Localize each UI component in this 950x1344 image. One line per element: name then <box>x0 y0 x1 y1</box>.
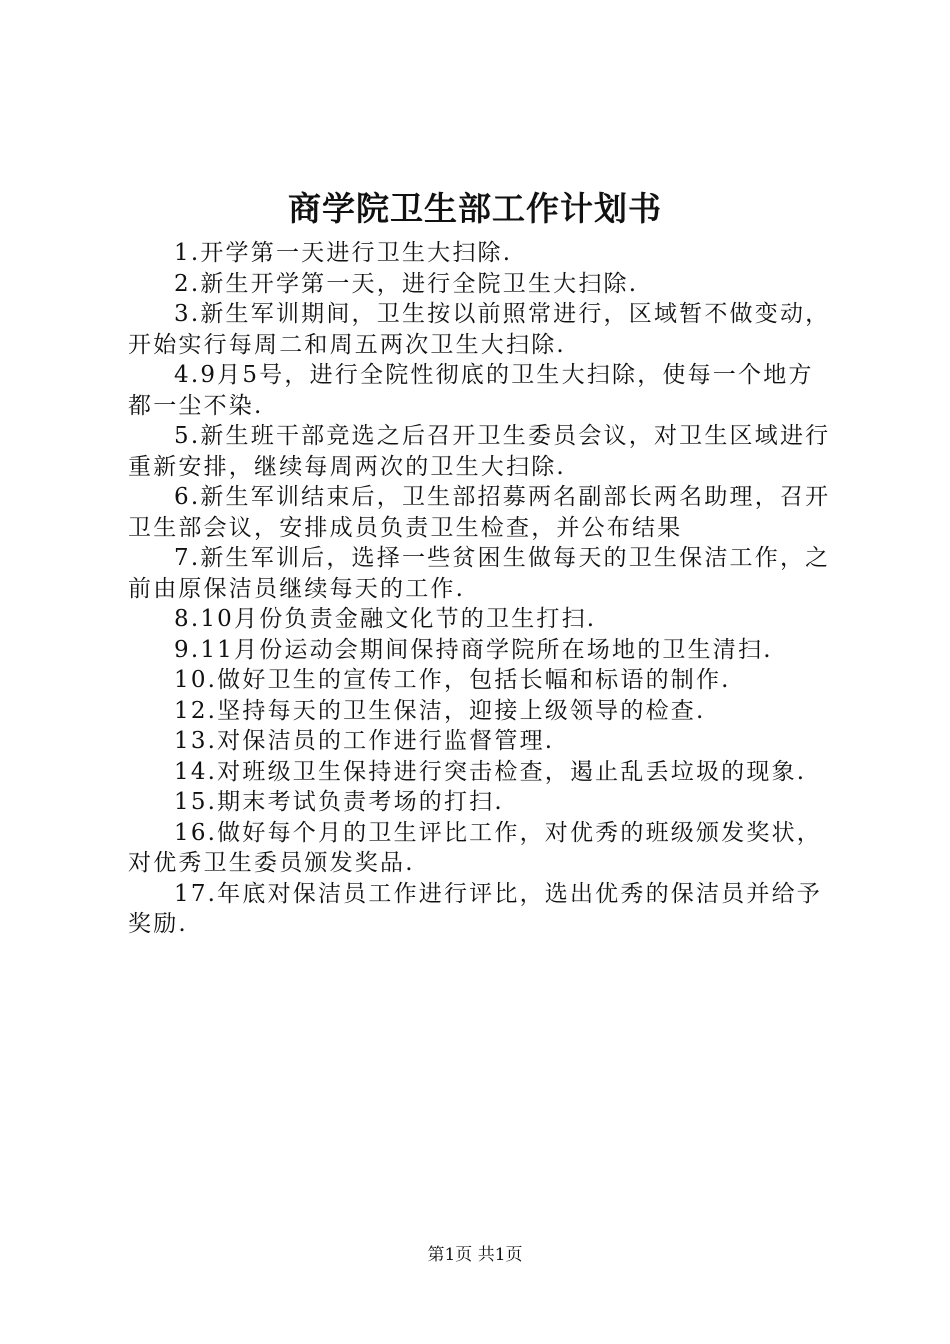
list-item: 16.做好每个月的卫生评比工作，对优秀的班级颁发奖状，对优秀卫生委员颁发奖品. <box>128 819 822 876</box>
list-item: 4.9月5号，进行全院性彻底的卫生大扫除，使每一个地方都一尘不染. <box>128 362 814 419</box>
list-item: 1.开学第一天进行卫生大扫除. <box>174 240 513 266</box>
list-item: 5.新生班干部竞选之后召开卫生委员会议，对卫生区域进行重新安排，继续每周两次的卫生大扫除. <box>128 423 831 480</box>
list-item: 14.对班级卫生保持进行突击检查，遏止乱丢垃圾的现象. <box>174 758 807 785</box>
list-item: 7.新生军训后，选择一些贫困生做每天的卫生保洁工作，之前由原保洁员继续每天的工作. <box>128 545 831 602</box>
list-item: 10.做好卫生的宣传工作，包括长幅和标语的制作. <box>174 667 731 693</box>
list-item: 15.期末考试负责考场的打扫. <box>174 789 504 815</box>
list-item: 3.新生军训期间，卫生按以前照常进行，区域暂不做变动，开始实行每周二和周五两次卫生大扫除. <box>128 301 831 358</box>
document-body <box>128 238 836 940</box>
list-item: 8.10月份负责金融文化节的卫生打扫. <box>174 606 597 632</box>
list-item: 9.11月份运动会期间保持商学院所在场地的卫生清扫. <box>174 636 773 663</box>
list-item: 17.年底对保洁员工作进行评比，选出优秀的保洁员并给予奖励. <box>128 880 822 937</box>
list-item: 2.新生开学第一天，进行全院卫生大扫除. <box>174 270 639 297</box>
page-number-footer: 第1页 共1页 <box>427 1245 523 1265</box>
list-item: 12.坚持每天的卫生保洁，迎接上级领导的检查. <box>174 697 706 724</box>
document-title: 商学院卫生部工作计划书 <box>288 189 662 228</box>
list-item: 6.新生军训结束后，卫生部招募两名副部长两名助理，召开卫生部会议，安排成员负责卫生检查，并公布结果 <box>128 484 831 541</box>
list-item: 13.对保洁员的工作进行监督管理. <box>174 728 555 754</box>
